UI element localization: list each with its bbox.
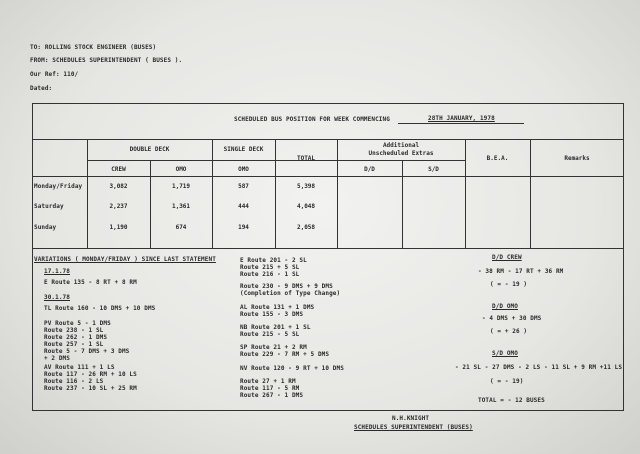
summary-line: ( = - 19 ) [490, 281, 528, 288]
variation-line: TL Route 160 - 10 DMS + 10 DMS [44, 305, 156, 312]
cell-total: 4,048 [296, 203, 316, 210]
header-single-deck: SINGLE DECK [223, 146, 264, 153]
cell-total: 5,398 [296, 183, 316, 190]
grid-line [32, 139, 624, 140]
cell-crew: 2,237 [109, 203, 128, 210]
header-crew: CREW [111, 166, 126, 173]
variation-line: PV Route 5 - 1 DMS [44, 320, 111, 327]
variation-line: E Route 135 - 8 RT + 8 RM [44, 279, 137, 286]
header-remarks: Remarks [564, 155, 590, 162]
summary-line: ( = - 19) [490, 378, 524, 385]
variation-line: NV Route 120 - 9 RT + 10 DMS [240, 365, 344, 372]
cell-sd-omo: 194 [238, 224, 249, 231]
date-underline [398, 123, 524, 124]
cell-omo: 1,361 [171, 203, 191, 210]
cell-crew: 3,082 [109, 183, 128, 190]
memo-our-ref: Our Ref: 110/ [30, 71, 79, 78]
variation-line: Route 117 - 26 RM + 10 LS [44, 371, 137, 378]
variation-line: (Completion of Type Change) [240, 290, 341, 297]
cell-omo: 1,719 [171, 183, 191, 190]
memo-dated: Dated: [30, 85, 53, 92]
grid-line [337, 160, 465, 161]
summary-line: - 4 DMS + 30 DMS [482, 315, 542, 322]
variation-line: 30.1.78 [44, 294, 70, 301]
variation-line: + 2 DMS [44, 355, 70, 362]
grid-line [402, 160, 403, 248]
variation-line: Route 267 - 1 DMS [240, 392, 304, 399]
header-bea: B.E.A. [486, 155, 509, 162]
variation-line: 17.1.78 [44, 268, 70, 275]
variation-line: NB Route 201 + 1 SL [240, 324, 311, 331]
table-title: SCHEDULED BUS POSITION FOR WEEK COMMENCING [234, 116, 390, 123]
row-label: Saturday [34, 203, 64, 210]
cell-crew: 1,190 [109, 224, 128, 231]
variation-line: Route 216 - 1 SL [240, 271, 300, 278]
grid-line [212, 139, 213, 248]
row-label: Sunday [34, 224, 57, 231]
signatory-title: SCHEDULES SUPERINTENDENT (BUSES) [354, 424, 473, 431]
table-date: 28TH JANUARY, 1978 [428, 115, 495, 122]
variation-line: Route 215 - 5 SL [240, 331, 300, 338]
variation-line: SP Route 21 + 2 RM [240, 344, 307, 351]
header-omo-single: OMO [238, 166, 249, 173]
memo-from: FROM: SCHEDULES SUPERINTENDENT ( BUSES ). [30, 57, 183, 64]
variation-line: Route 257 - 1 SL [44, 341, 104, 348]
variation-line: Route 238 - 1 SL [44, 327, 104, 334]
cell-sd-omo: 587 [238, 183, 249, 190]
signatory-name: N.H.KNIGHT [392, 415, 430, 422]
variations-heading: VARIATIONS ( MONDAY/FRIDAY ) SINCE LAST STATEMENT [34, 256, 216, 263]
summary-line: S/D OMO [492, 350, 518, 357]
variation-line: E Route 201 - 2 SL [240, 257, 307, 264]
header-additional: Additional [382, 142, 420, 149]
header-unscheduled: Unscheduled Extras [368, 150, 434, 157]
row-label: Monday/Friday [34, 183, 83, 190]
summary-line: D/D OMO [492, 303, 518, 310]
variation-line: Route 5 - 7 DMS + 3 DMS [44, 348, 130, 355]
cell-omo: 674 [175, 224, 187, 231]
summary-line: ( = + 26 ) [490, 328, 528, 335]
variation-line: Route 230 - 9 DMS + 9 DMS [240, 283, 333, 290]
variation-line: AV Route 111 + 1 LS [44, 364, 115, 371]
variation-line: Route 116 - 2 LS [44, 378, 104, 385]
grid-line [32, 248, 624, 249]
header-sd: S/D [428, 166, 439, 173]
header-dd: D/D [364, 166, 375, 173]
variation-line: Route 262 - 1 DMS [44, 334, 108, 341]
variation-line: Route 215 + 5 SL [240, 264, 300, 271]
summary-line: TOTAL = - 12 BUSES [478, 397, 545, 404]
variation-line: Route 237 - 10 SL + 25 RM [44, 385, 137, 392]
cell-total: 2,058 [296, 224, 316, 231]
grid-line [32, 176, 624, 177]
summary-line: - 38 RM - 17 RT + 36 RM [478, 268, 564, 275]
memo-to: TO: ROLLING STOCK ENGINEER (BUSES) [30, 44, 157, 51]
cell-sd-omo: 444 [238, 203, 249, 210]
variation-line: AL Route 131 + 1 DMS [240, 304, 315, 311]
variation-line: Route 117 - 5 RM [240, 385, 300, 392]
variation-line: Route 155 - 3 DMS [240, 311, 304, 318]
variation-line: Route 229 - 7 RM + 5 DMS [240, 351, 330, 358]
summary-line: - 21 SL - 27 DMS - 2 LS - 11 SL + 9 RM +11 LS [455, 364, 623, 371]
summary-line: D/D CREW [492, 254, 522, 261]
header-omo: OMO [175, 166, 187, 173]
variation-line: Route 27 + 1 RM [240, 378, 296, 385]
grid-line [87, 139, 88, 248]
header-total: TOTAL [296, 155, 316, 162]
header-double-deck: DOUBLE DECK [129, 146, 170, 153]
